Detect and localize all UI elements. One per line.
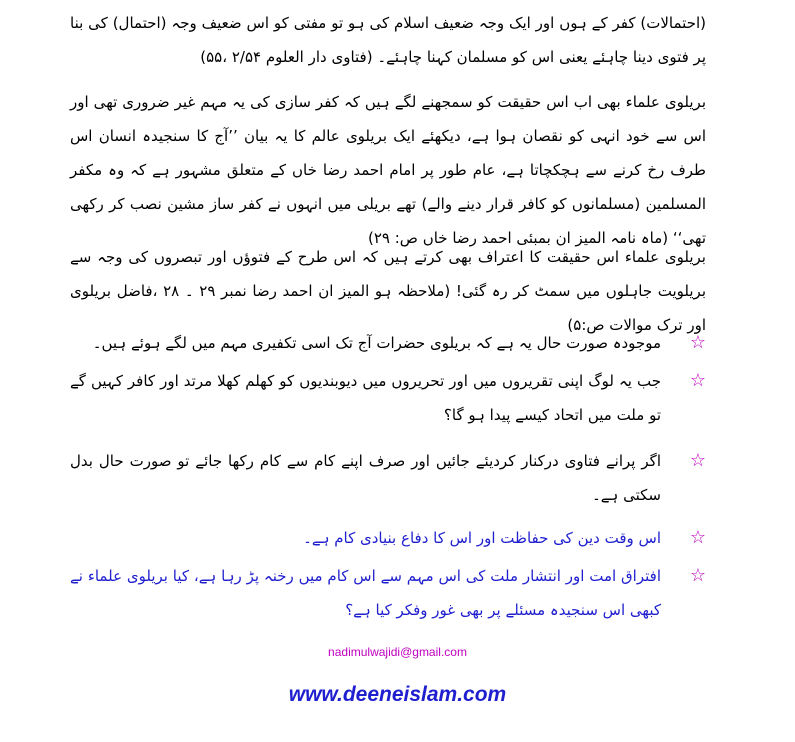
bullet-text: اس وقت دین کی حفاظت اور اس کا دفاع بنیادی کام ہے۔ <box>303 529 661 547</box>
website-link[interactable]: www.deeneislam.com <box>288 683 507 706</box>
paragraph-3: بریلوی علماء اس حقیقت کا اعتراف بھی کرتے ہیں کہ اس طرح کے فتوؤں اور تبصروں کی وجہ سے بریلویت جاہلوں میں سمٹ کر رہ گئی! (ملاحظہ ہو المیز ان احمد رضا نمبر ۲۹ ۔ ۲۸ ،فاضل بریلوی اور ترک موالات ص:۵) <box>70 248 707 334</box>
bullet-item-2 <box>70 364 706 432</box>
email-link[interactable]: nadimulwajidi@gmail.com <box>328 645 467 659</box>
star-icon: ☆ <box>689 332 706 353</box>
bullet-item-3 <box>70 444 706 512</box>
star-icon: ☆ <box>689 527 706 548</box>
star-icon: ☆ <box>689 565 706 586</box>
star-icon: ☆ <box>689 370 706 391</box>
paragraph-2: بریلوی علماء بھی اب اس حقیقت کو سمجھنے لگے ہیں کہ کفر سازی کی یہ مہم غیر ضروری تھی اور اس سے خود انہی کو نقصان ہوا ہے، دیکھئے ایک بریلوی عالم کا یہ بیان ’’آج کا سنجیدہ انسان اس طرف رخ کرنے سے ہچکچاتا ہے، عام طور پر امام احمد رضا خاں کے متعلق مشہور ہے کہ وہ مکفر المسلمین (مسلمانوں کو کافر قرار دینے والے) تھے بریلی میں انہوں نے کفر ساز مشین نصب کر رکھی تھی‘‘ (ماہ نامہ المیز ان بمبئی احمد رضا خاں ص: ۲۹) <box>70 93 706 247</box>
star-icon: ☆ <box>689 450 706 471</box>
bullet-text: موجودہ صورت حال یہ ہے کہ بریلوی حضرات آج تک اسی تکفیری مہم میں لگے ہوئے ہیں۔ <box>92 334 661 352</box>
paragraph-1: (احتمالات) کفر کے ہوں اور ایک وجہ ضعیف اسلام کی ہو تو مفتی کو اس ضعیف وجہ (احتمال) کی بنا پر فتوی دینا چاہئے یعنی اس کو مسلمان کہنا چاہئے۔ (فتاوی دار العلوم ۲/۵۴ ،۵۵) <box>70 14 706 66</box>
bullet-item-1 <box>70 326 706 360</box>
bullet-text: افتراق امت اور انتشار ملت کی اس مہم سے اس کام میں رخنہ پڑ رہا ہے، کیا بریلوی علماء نے کبھی اس سنجیدہ مسئلے پر بھی غور وفکر کیا ہے؟ <box>70 567 661 619</box>
bullet-text: اگر پرانے فتاوی درکنار کردیئے جائیں اور صرف اپنے کام سے کام رکھا جائے تو صورت حال بدل سکتی ہے۔ <box>70 452 661 504</box>
bullet-text: جب یہ لوگ اپنی تقریروں میں اور تحریروں میں دیوبندیوں کو کھلم کھلا مرتد اور کافر کہیں گے تو ملت میں اتحاد کیسے پیدا ہو گا؟ <box>70 372 661 424</box>
bullet-item-4 <box>70 521 706 555</box>
bullet-item-5 <box>70 559 706 627</box>
